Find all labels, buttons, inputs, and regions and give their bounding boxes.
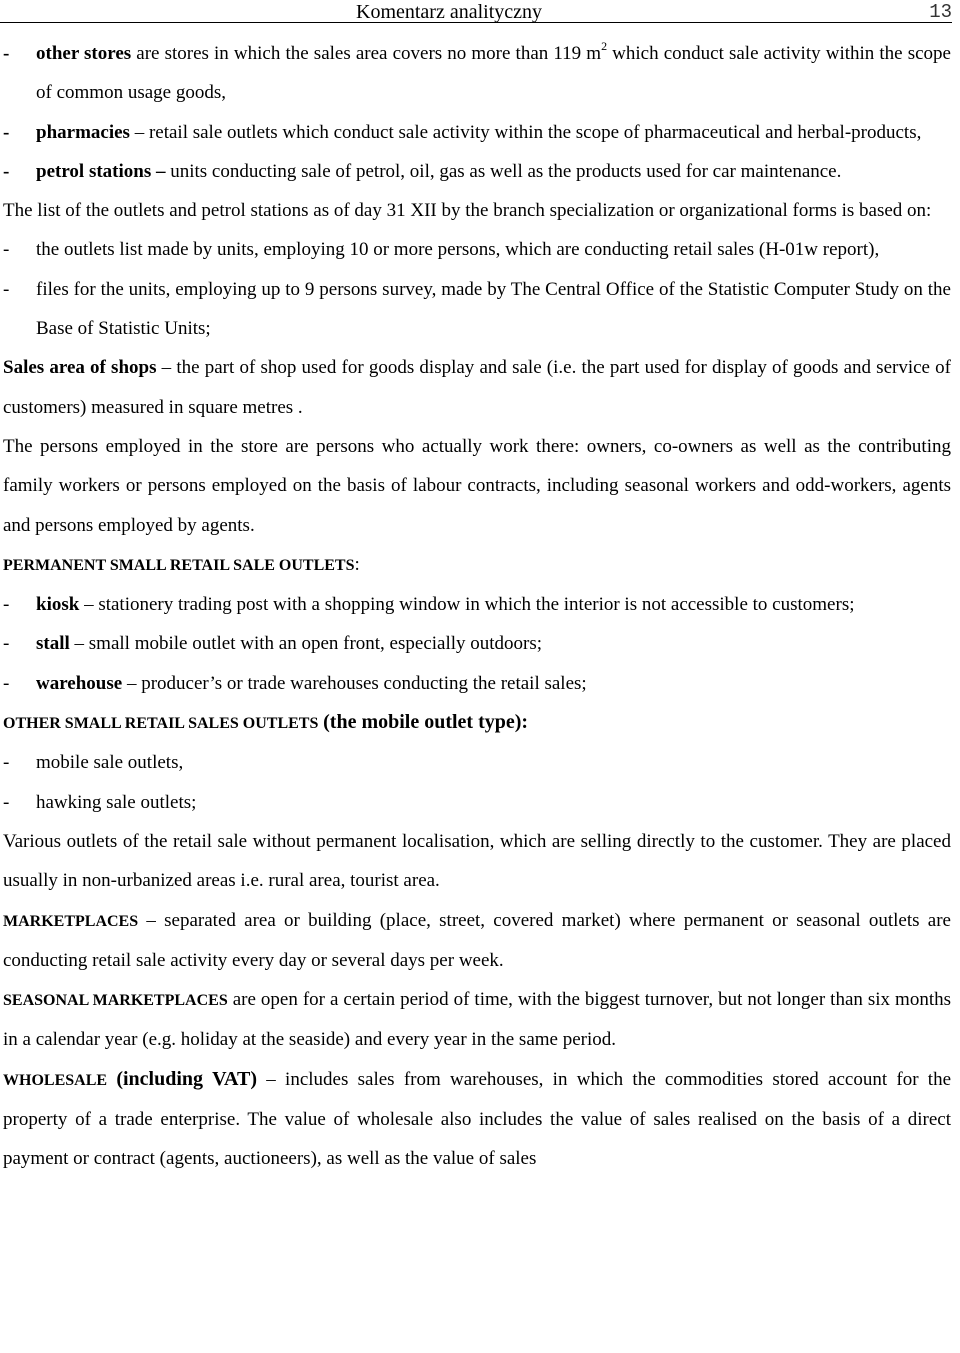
term-other-stores: other stores [36,43,132,64]
list-dash: - [3,239,10,261]
list-item-outlets-list: - the outlets list made by units, employing 10 or more persons, which are conducting retail sales (H-01w report), [3,230,951,269]
term-petrol-stations: petrol stations – [36,160,166,182]
list-dash: - [3,278,10,300]
term-sales-area: Sales area of shops [3,357,157,379]
list-dash: - [3,160,10,182]
definition-item-kiosk: - kiosk – stationery trading post with a shopping window in which the interior is not accessible to customers; [3,585,951,624]
page-number: 13 [929,1,952,23]
document-body [3,34,951,1179]
term-seasonal-marketplaces: SEASONAL MARKETPLACES [3,992,228,1010]
superscript: 2 [601,38,608,53]
paragraph-outlet-list: The list of the outlets and petrol stations as of day 31 XII by the branch specialization or organizational forms is based on: [3,200,932,222]
list-dash: - [3,43,10,64]
term-wholesale: WHOLESALE [3,1071,108,1089]
definition-item-stall: - stall – small mobile outlet with an open front, especially outdoors; [3,624,951,663]
paragraph-wholesale: WHOLESALE (including VAT) – includes sales from warehouses, in which the commodities stored account for the property of a trade enterprise. The value of wholesale also includes the value of sales realised on the basis of a direct payment or contract (agents, auctioneers), as well as the value of sales [3,1067,952,1170]
paragraph-various-outlets: Various outlets of the retail sale without permanent localisation, which are selling directly to the customer. They are placed usually in non-urbanized areas i.e. rural area, tourist area. [3,830,951,892]
list-dash: - [3,752,10,774]
list-item-files: - files for the units, employing up to 9 persons survey, made by The Central Office of the Statistic Computer Study on the Base of Statistic Units; [3,270,951,349]
definition-item-other-stores: - other stores are stores in which the sales area covers no more than 119 $m^2$ which conduct sale activity within the scope of common usage goods, [3,34,951,113]
list-dash: - [3,121,10,143]
paragraph-sales-area: Sales area of shops – the part of shop used for goods display and sale (i.e. the part used for display of goods and service of customers) measured in square metres . [3,357,951,418]
paragraph-seasonal-marketplaces: SEASONAL MARKETPLACES are open for a certain period of time, with the biggest turnover, but not longer than six months in a calendar year (e.g. holiday at the seaside) and every year in the same period. [3,989,951,1051]
term-marketplaces: MARKETPLACES [3,912,139,930]
definition-item-pharmacies: - pharmacies – retail sale outlets which conduct sale activity within the scope of pharmaceutical and herbal-products, [3,113,951,152]
heading-other-small-outlets: OTHER SMALL RETAIL SALES OUTLETS (the mobile outlet type): [3,711,529,734]
page-header [0,0,952,23]
list-dash: - [3,633,10,655]
list-dash: - [3,594,10,616]
paragraph-persons-employed: The persons employed in the store are persons who actually work there: owners, co-owners as well as the contributing family workers or persons employed on the basis of labour contracts, including seasonal workers and odd-workers, agents and persons employed by agents. [3,435,951,536]
paragraph-marketplaces: MARKETPLACES – separated area or building (place, street, covered market) where permanent or seasonal outlets are conducting retail sale activity every day or several days per week. [3,909,951,971]
definition-item-petrol-stations: - petrol stations – units conducting sale of petrol, oil, gas as well as the products used for car maintenance. [3,152,951,191]
list-dash: - [3,672,10,694]
list-item-hawking: - hawking sale outlets; [3,783,951,822]
header-title: Komentarz analityczny [356,1,543,23]
list-dash: - [3,791,10,813]
list-item-mobile: - mobile sale outlets, [3,743,951,782]
term-kiosk: kiosk [36,594,80,616]
term-warehouse: warehouse [36,672,123,694]
heading-permanent-outlets: PERMANENT SMALL RETAIL SALE OUTLETS: [3,553,360,575]
definition-item-warehouse: - warehouse – producer’s or trade warehouses conducting the retail sales; [3,664,951,703]
term-stall: stall [36,633,70,655]
term-pharmacies: pharmacies [36,121,130,143]
